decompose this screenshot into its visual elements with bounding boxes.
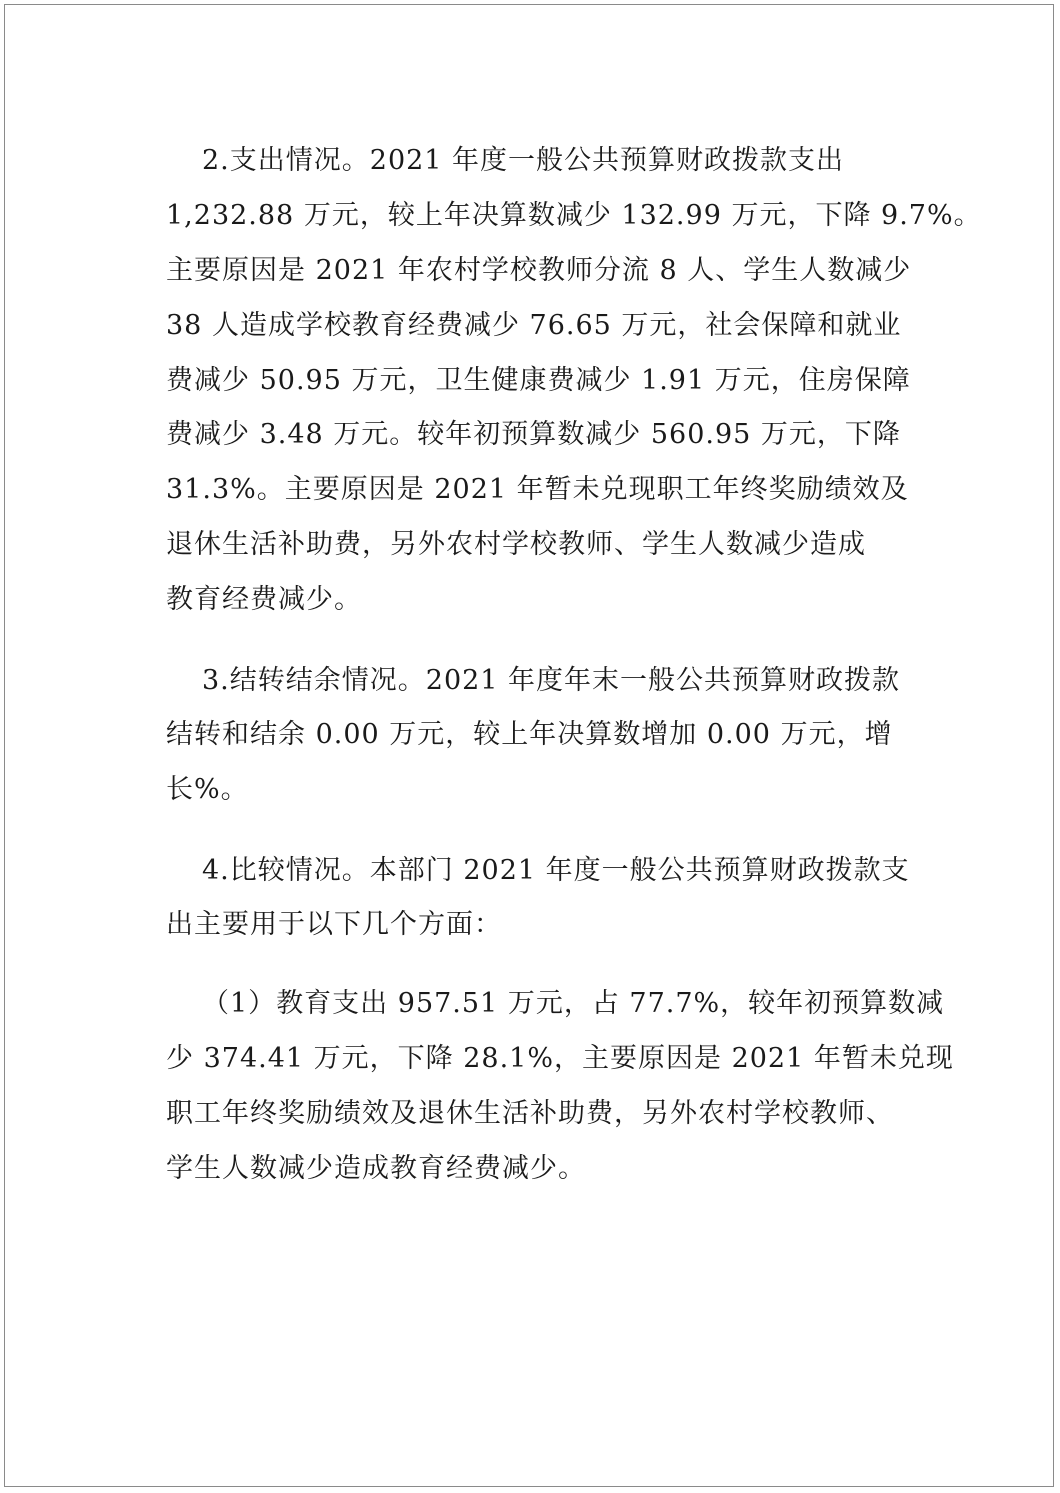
para-expenditure-line-8: 退休生活补助费，另外农村学校教师、学生人数减少造成 (166, 529, 866, 560)
para-expenditure-line-2: 1,232.88 万元，较上年决算数减少 132.99 万元，下降 9.7%。 (166, 200, 982, 231)
para-expenditure-line-3: 主要原因是 2021 年农村学校教师分流 8 人、学生人数减少 (166, 255, 912, 286)
para-expenditure-line-5: 费减少 50.95 万元，卫生健康费减少 1.91 万元，住房保障 (166, 365, 911, 396)
para-comparison-line-2: 出主要用于以下几个方面： (166, 909, 502, 940)
para-expenditure-line-9: 教育经费减少。 (166, 584, 362, 615)
para-education-line-1: （1）教育支出 957.51 万元，占 77.7%，较年初预算数减 (202, 988, 945, 1019)
para-carryover-line-3: 长%。 (166, 774, 249, 805)
para-education-line-3: 职工年终奖励绩效及退休生活补助费，另外农村学校教师、 (166, 1098, 894, 1129)
para-education-line-4: 学生人数减少造成教育经费减少。 (166, 1153, 586, 1184)
para-carryover-line-1: 3.结转结余情况。2021 年度年末一般公共预算财政拨款 (202, 665, 901, 696)
para-expenditure-line-7: 31.3%。主要原因是 2021 年暂未兑现职工年终奖励绩效及 (166, 474, 909, 505)
para-expenditure-line-4: 38 人造成学校教育经费减少 76.65 万元，社会保障和就业 (166, 310, 902, 341)
para-expenditure-line-6: 费减少 3.48 万元。较年初预算数减少 560.95 万元，下降 (166, 419, 901, 450)
para-carryover-line-2: 结转和结余 0.00 万元，较上年决算数增加 0.00 万元，增 (166, 719, 893, 750)
para-expenditure-line-1: 2.支出情况。2021 年度一般公共预算财政拨款支出 (202, 145, 845, 176)
para-comparison-line-1: 4.比较情况。本部门 2021 年度一般公共预算财政拨款支 (202, 855, 910, 886)
para-education-line-2: 少 374.41 万元，下降 28.1%，主要原因是 2021 年暂未兑现 (166, 1043, 954, 1074)
